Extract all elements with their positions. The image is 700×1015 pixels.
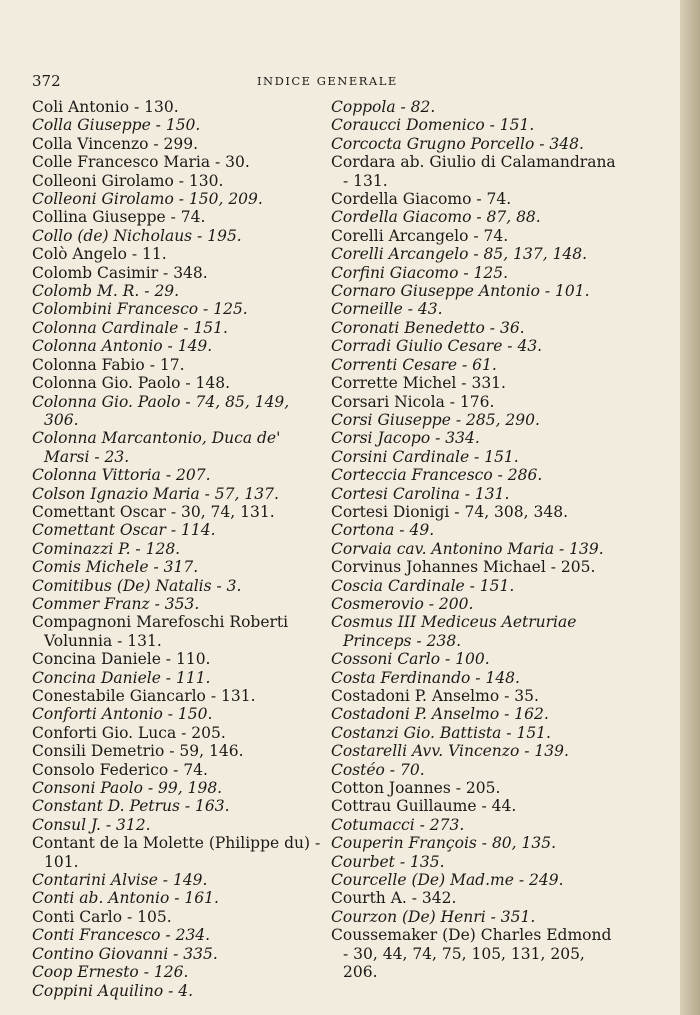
- index-entry: Coppola - 82.: [331, 98, 436, 116]
- index-entry: Corfini Giacomo - 125.: [331, 263, 509, 282]
- index-entry: Correnti Cesare - 61.: [331, 355, 497, 374]
- index-column-left: [32, 98, 322, 1000]
- index-entry: Conti ab. Antonio - 161.: [32, 889, 219, 908]
- index-entry: Conti Francesco - 234.: [32, 926, 211, 945]
- index-entry: Colle Francesco Maria - 30.: [32, 153, 250, 172]
- index-entry: Colonna Antonio - 149.: [32, 337, 213, 356]
- index-entry: Costéo - 70.: [331, 760, 425, 779]
- index-entry: Consili Demetrio - 59, 146.: [32, 742, 244, 761]
- index-entry: Comettant Oscar - 30, 74, 131.: [32, 502, 275, 521]
- index-entry: Conforti Antonio - 150.: [32, 705, 213, 724]
- index-entry: Costadoni P. Anselmo - 162.: [331, 705, 549, 724]
- index-entry: Corneille - 43.: [331, 300, 443, 319]
- index-entry: Contant de la Molette (Philippe du) - 101.: [32, 834, 321, 871]
- index-column-right: [331, 98, 616, 982]
- index-entry: Corcocta Grugno Porcello - 348.: [331, 134, 584, 153]
- index-entry: Courth A. - 342.: [331, 889, 457, 908]
- index-entry: Colonna Marcantonio, Duca de' Marsi - 23.: [32, 429, 281, 466]
- index-entry: Cotumacci - 273.: [331, 815, 465, 834]
- index-entry: Colombini Francesco - 125.: [32, 300, 248, 319]
- index-entry: Colleoni Girolamo - 150, 209.: [32, 190, 263, 209]
- index-entry: Cordara ab. Giulio di Calamandrana - 131.: [331, 153, 616, 190]
- index-entry: Coppini Aquilino - 4.: [32, 981, 194, 1000]
- index-entry: Cornaro Giuseppe Antonio - 101.: [331, 282, 590, 301]
- index-entry: Consul J. - 312.: [32, 815, 151, 834]
- index-entry: Cortesi Dionigi - 74, 308, 348.: [331, 502, 568, 521]
- index-entry: Colla Giuseppe - 150.: [32, 116, 201, 135]
- index-entry: Coussemaker (De) Charles Edmond - 30, 44, 74, 75, 105, 131, 205, 206.: [331, 926, 612, 982]
- index-entry: Comitibus (De) Natalis - 3.: [32, 576, 242, 595]
- index-entry: Corelli Arcangelo - 74.: [331, 226, 509, 245]
- index-entry: Cordella Giacomo - 74.: [331, 190, 512, 209]
- index-entry: Colonna Gio. Paolo - 74, 85, 149, 306.: [32, 392, 290, 429]
- index-entry: Corradi Giulio Cesare - 43.: [331, 337, 543, 356]
- index-entry: Corsini Cardinale - 151.: [331, 447, 519, 466]
- index-entry: Contino Giovanni - 335.: [32, 944, 218, 963]
- index-entry: Cordella Giacomo - 87, 88.: [331, 208, 541, 227]
- index-entry: Corvinus Johannes Michael - 205.: [331, 558, 596, 577]
- index-entry: Constant D. Petrus - 163.: [32, 797, 230, 816]
- index-entry: Couperin François - 80, 135.: [331, 834, 557, 853]
- index-entry: Concina Daniele - 110.: [32, 650, 211, 669]
- index-entry: Cottrau Guillaume - 44.: [331, 797, 517, 816]
- index-entry: Cortona - 49.: [331, 521, 435, 540]
- index-entry: Cosmus III Mediceus Aetruriae Princeps - 238.: [331, 613, 577, 650]
- index-entry: Contarini Alvise - 149.: [32, 871, 208, 890]
- index-entry: Collina Giuseppe - 74.: [32, 208, 206, 227]
- index-entry: Coraucci Domenico - 151.: [331, 116, 535, 135]
- index-entry: Colonna Cardinale - 151.: [32, 318, 228, 337]
- index-entry: Colleoni Girolamo - 130.: [32, 171, 224, 190]
- index-entry: Cotton Joannes - 205.: [331, 779, 501, 798]
- index-entry: Corsi Jacopo - 334.: [331, 429, 480, 448]
- index-entry: Conti Carlo - 105.: [32, 907, 172, 926]
- index-entry: Colomb M. R. - 29.: [32, 282, 180, 301]
- page-edge: [680, 0, 700, 1015]
- index-entry: Courzon (De) Henri - 351.: [331, 907, 536, 926]
- index-entry: Collo (de) Nicholaus - 195.: [32, 226, 242, 245]
- index-entry: Cosmerovio - 200.: [331, 594, 474, 613]
- index-entry: Coronati Benedetto - 36.: [331, 318, 525, 337]
- index-entry: Comis Michele - 317.: [32, 558, 199, 577]
- index-entry: Costadoni P. Anselmo - 35.: [331, 687, 539, 705]
- index-entry: Corvaia cav. Antonino Maria - 139.: [331, 539, 604, 558]
- index-entry: Costarelli Avv. Vincenzo - 139.: [331, 742, 569, 761]
- index-entry: Conforti Gio. Luca - 205.: [32, 723, 226, 742]
- index-entry: Compagnoni Marefoschi Roberti Volunnia - 131.: [32, 613, 289, 650]
- index-entry: Consoni Paolo - 99, 198.: [32, 779, 223, 798]
- index-entry: Costanzi Gio. Battista - 151.: [331, 723, 551, 742]
- index-entry: Corsari Nicola - 176.: [331, 392, 495, 411]
- index-entry: Consolo Federico - 74.: [32, 760, 208, 779]
- index-entry: Comettant Oscar - 114.: [32, 521, 216, 540]
- index-entry: Corrette Michel - 331.: [331, 374, 506, 393]
- index-entry: Colonna Vittoria - 207.: [32, 466, 211, 485]
- index-entry: Commer Franz - 353.: [32, 594, 200, 613]
- index-entry: Coop Ernesto - 126.: [32, 963, 189, 982]
- index-entry: Costa Ferdinando - 148.: [331, 668, 520, 687]
- running-head: INDICE GENERALE: [257, 74, 398, 88]
- index-entry: Conestabile Giancarlo - 131.: [32, 687, 256, 705]
- index-entry: Corsi Giuseppe - 285, 290.: [331, 410, 540, 429]
- index-entry: Colonna Gio. Paolo - 148.: [32, 374, 231, 393]
- index-entry: Cossoni Carlo - 100.: [331, 650, 490, 669]
- index-entry: Concina Daniele - 111.: [32, 668, 211, 687]
- index-entry: Coli Antonio - 130.: [32, 98, 179, 116]
- page-number: 372: [32, 72, 61, 90]
- index-entry: Colomb Casimir - 348.: [32, 263, 208, 282]
- index-entry: Corelli Arcangelo - 85, 137, 148.: [331, 245, 588, 264]
- index-entry: Colla Vincenzo - 299.: [32, 134, 199, 153]
- index-entry: Courbet - 135.: [331, 852, 445, 871]
- index-entry: Coscia Cardinale - 151.: [331, 576, 515, 595]
- index-entry: Corteccia Francesco - 286.: [331, 466, 543, 485]
- index-entry: Colò Angelo - 11.: [32, 245, 167, 264]
- index-entry: Courcelle (De) Mad.me - 249.: [331, 871, 564, 890]
- index-entry: Cominazzi P. - 128.: [32, 539, 181, 558]
- index-entry: Colonna Fabio - 17.: [32, 355, 185, 374]
- index-entry: Colson Ignazio Maria - 57, 137.: [32, 484, 279, 503]
- index-entry: Cortesi Carolina - 131.: [331, 484, 510, 503]
